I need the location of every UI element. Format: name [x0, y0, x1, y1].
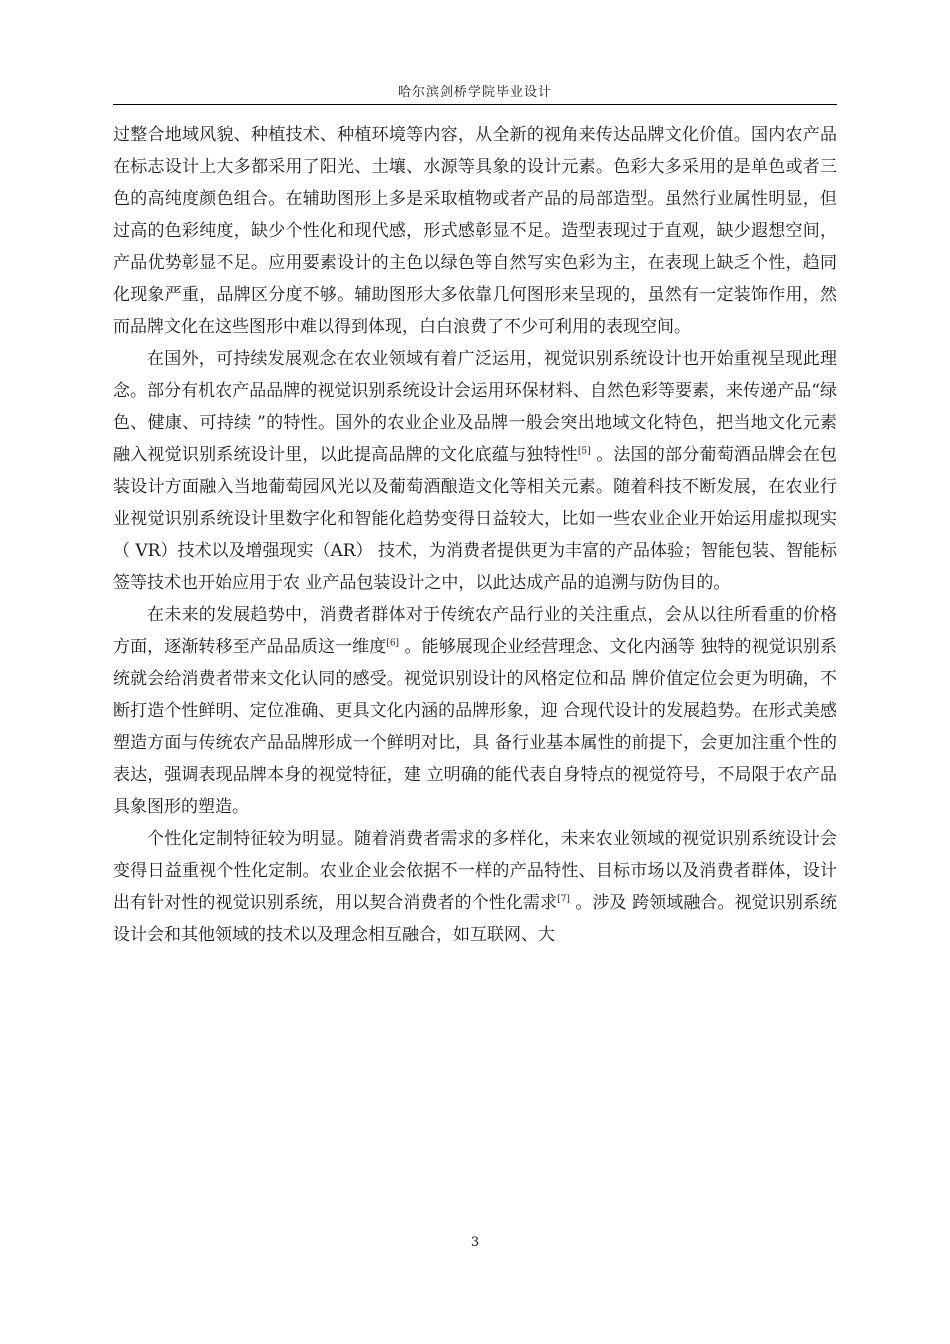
paragraph-continuation — [113, 119, 837, 343]
running-header: 哈尔滨剑桥学院毕业设计 — [397, 85, 552, 100]
text-segment: 在未来的发展趋势中，消费者群体对于传统农产品行业的关注重点，会从以往所看重的价格方面，逐渐转移至产品品质这一维度 — [113, 605, 837, 657]
text-segment: 个性化定制特征较为明显。随着消费者需求的多样化，未来农业领域的视觉识别系统设计会变得日益重视个性化定制。农业企业会依据不一样的产品特性、目标市场以及消费者群体，设计出有针对性的视觉识别系统，用以契合消费者的个性化需求 — [113, 829, 837, 913]
header-divider — [113, 104, 837, 105]
citation-ref: [5] — [577, 446, 591, 457]
paragraph-future-trends — [113, 599, 837, 823]
citation-ref: [6] — [386, 638, 400, 649]
text-segment: 在国外，可持续发展观念在农业领域有着广泛运用，视觉识别系统设计也开始重视呈现此理念。部分有机农产品品牌的视觉识别系统设计会运用环保材料、自然色彩等要素，来传递产品“绿色、健康、可持续 ”的特性。国外的农业企业及品牌一般会突出地域文化特色，把当地文化元素融入视觉识别系统设计里，以此提高品牌的文化底蕴与独特性 — [113, 349, 837, 465]
citation-ref: [7] — [557, 894, 570, 905]
body-text — [113, 119, 837, 951]
page-number: 3 — [470, 1235, 480, 1250]
text-segment: 。法国的部分葡萄酒品牌会在包装设计方面融入当地葡萄园风光以及葡萄酒酿造文化等相关元素。随着科技不断发展，在农业行业视觉识别系统设计里数字化和智能化趋势变得日益较大，比如一些农业企业开始运用虚拟现实（ VR）技术以及增强现实（AR） 技术，为消费者提供更为丰富的产品体验；智能包装、智能标签等技术也开始应用于农 业产品包装设计之中，以此达成产品的追溯与防伪目的。 — [113, 445, 838, 593]
text-segment: 。涉及 跨领域融合。视觉识别系统设计会和其他领域的技术以及理念相互融合，如互联网、大 — [113, 893, 838, 945]
text-segment: 过整合地域风貌、种植技术、种植环境等内容，从全新的视角来传达品牌文化价值。国内农产品在标志设计上大多都采用了阳光、土壤、水源等具象的设计元素。色彩大多采用的是单色或者三色的高纯度颜色组合。在辅助图形上多是采取植物或者产品的局部造型。虽然行业属性明显，但过高的色彩纯度，缺少个性化和现代感，形式感彰显不足。造型表现过于直观，缺少遐想空间，产品优势彰显不足。应用要素设计的主色以绿色等自然写实色彩为主，在表现上缺乏个性，趋同化现象严重，品牌区分度不够。辅助图形大多依靠几何图形来呈现的，虽然有一定装饰作用，然而品牌文化在这些图形中难以得到体现，白白浪费了不少可利用的表现空间。 — [113, 125, 837, 337]
text-segment: 。能够展现企业经营理念、文化内涵等 独特的视觉识别系统就会给消费者带来文化认同的感受。视觉识别设计的风格定位和品 牌价值定位会更为明确，不断打造个性鲜明、定位准确、更具文化内涵的品牌形象，迎 合现代设计的发展趋势。在形式美感塑造方面与传统农产品品牌形成一个鲜明对比，具 备行业基本属性的前提下，会更加注重个性的表达，强调表现品牌本身的视觉特征，建 立明确的能代表自身特点的视觉符号，不局限于农产品具象图形的塑造。 — [113, 637, 837, 817]
paragraph-customization — [113, 823, 837, 951]
paragraph-foreign-trends — [113, 343, 837, 599]
